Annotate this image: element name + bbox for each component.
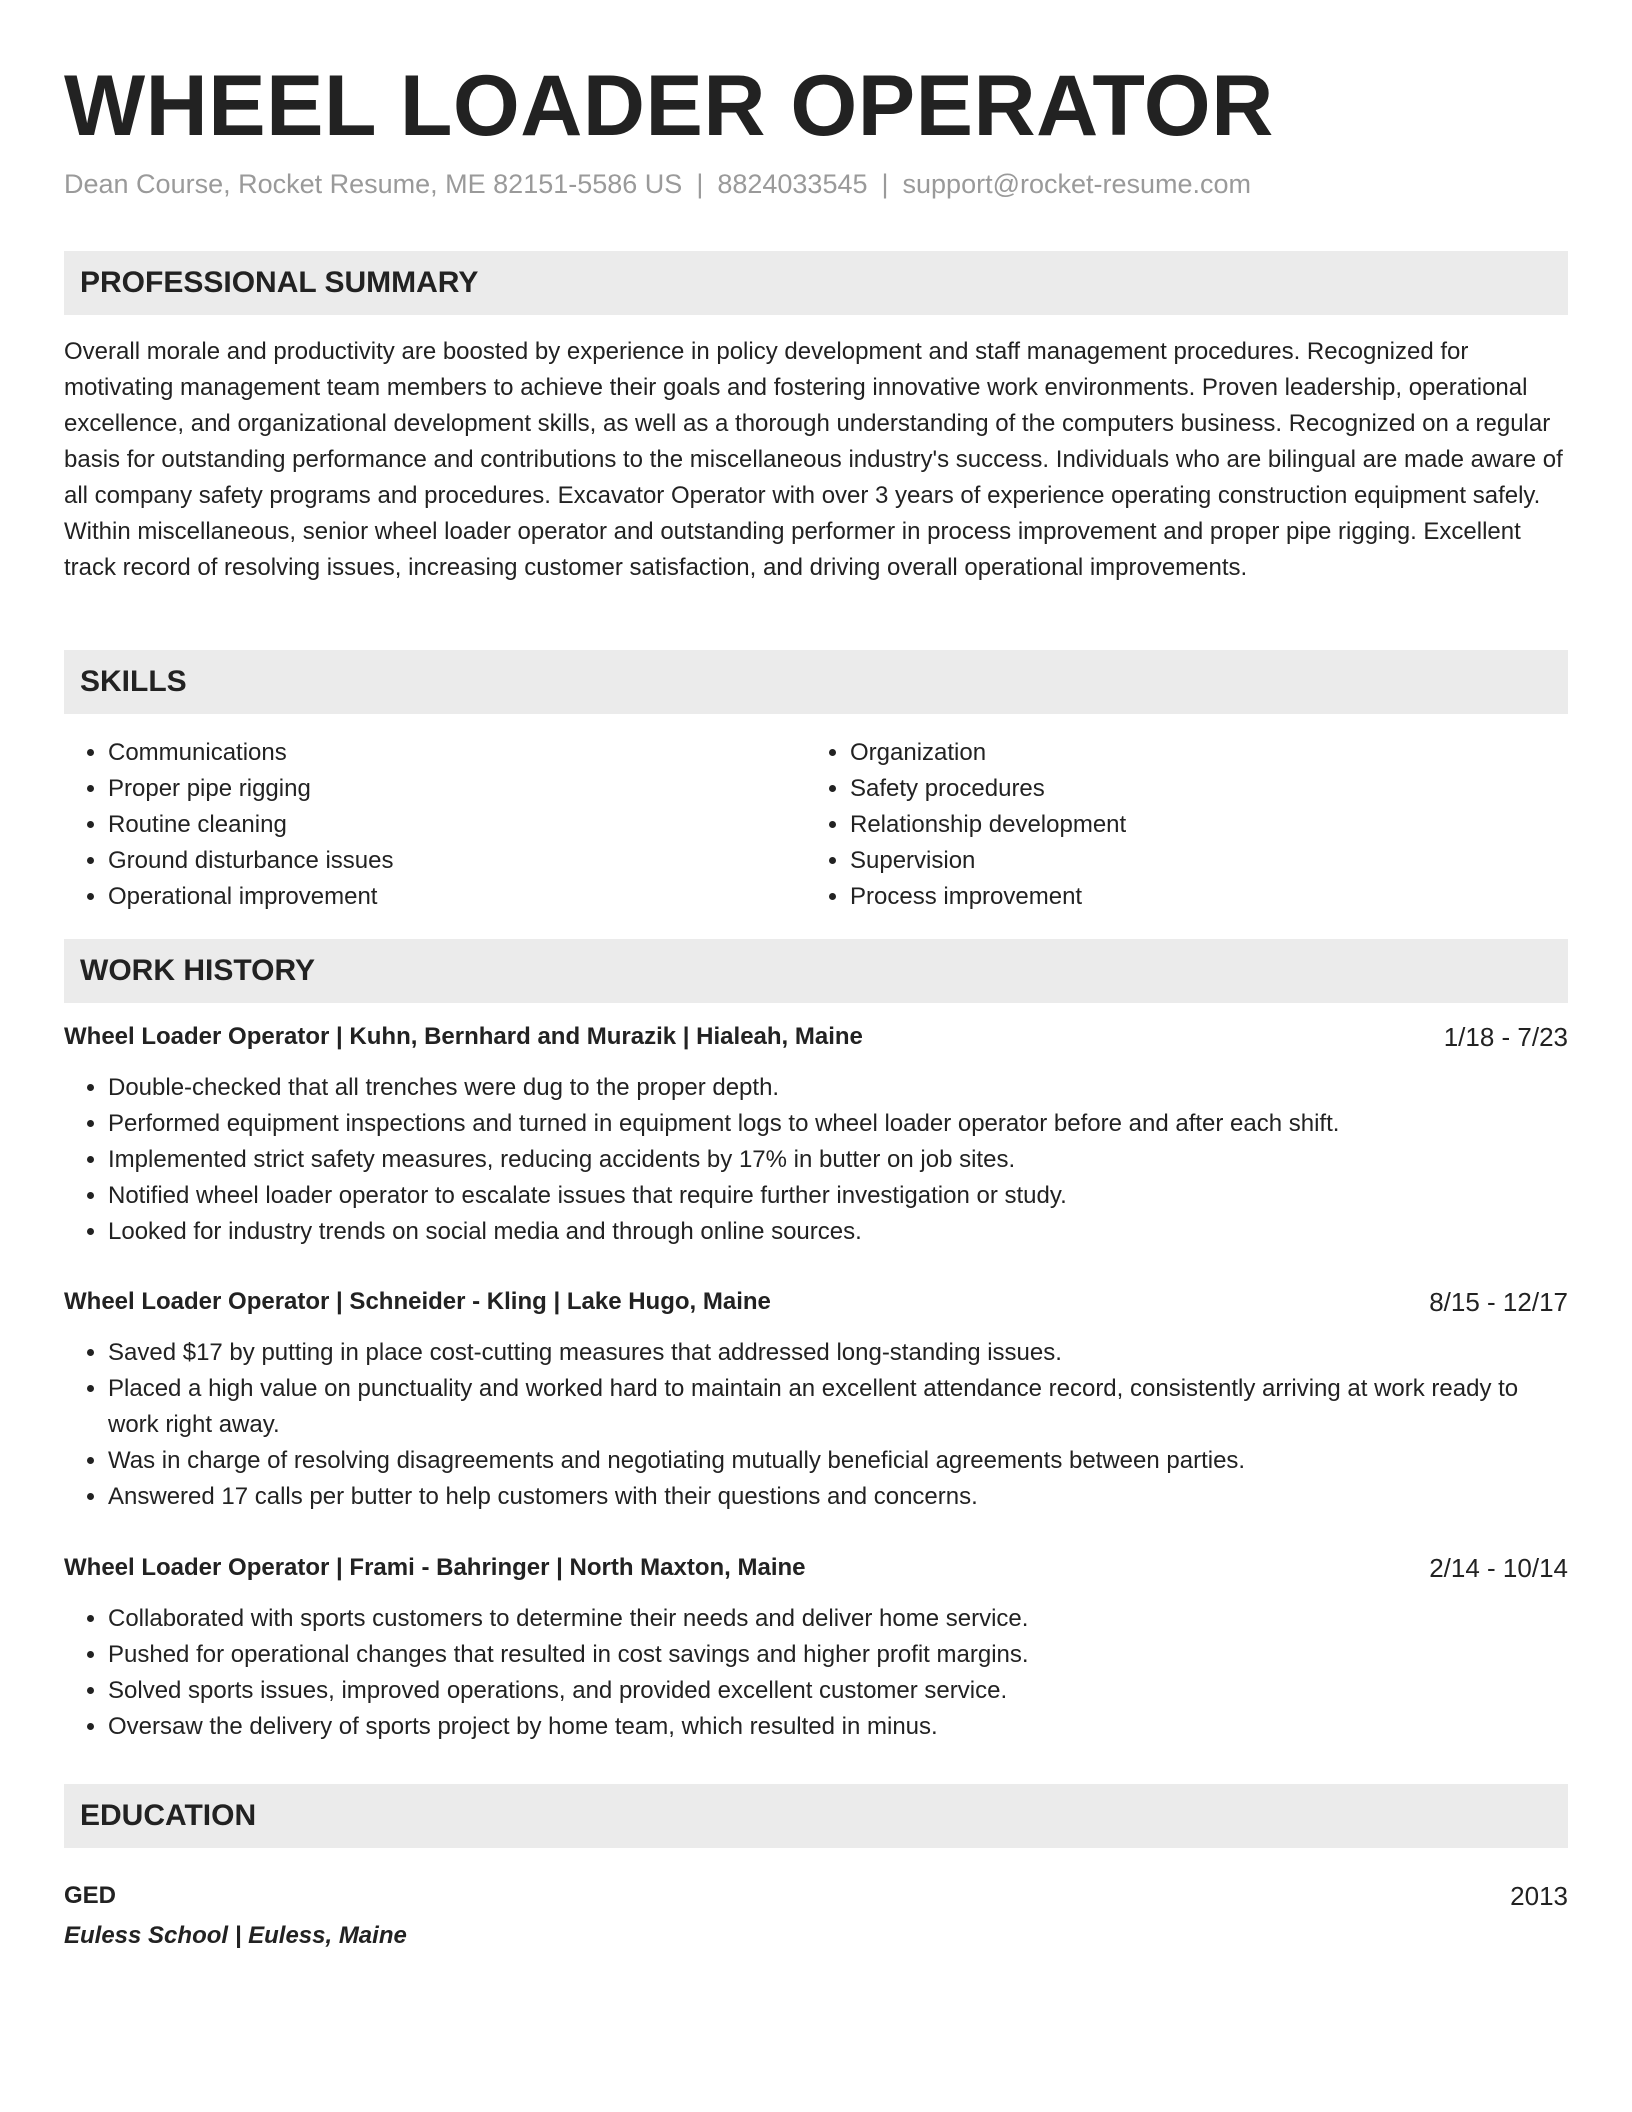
contact-address: Dean Course, Rocket Resume, ME 82151-5586 US — [64, 169, 683, 199]
education-year: 2013 — [1510, 1880, 1568, 1911]
job-bullet: • Was in charge of resolving disagreements and negotiating mutually beneficial agreements between parties. — [108, 1443, 1568, 1479]
skills-list — [64, 735, 1568, 915]
skill-item: • Organization — [850, 735, 1548, 771]
skill-item: • Safety procedures — [850, 771, 1548, 807]
job-bullet: • Looked for industry trends on social media and through online sources. — [108, 1214, 1568, 1250]
job-title: Wheel Loader Operator | Frami - Bahringer | North Maxton, Maine — [64, 1554, 806, 1581]
job-bullets — [64, 1070, 1568, 1250]
job-bullets — [64, 1335, 1568, 1515]
job-title: Wheel Loader Operator | Schneider - Kling | Lake Hugo, Maine — [64, 1288, 771, 1315]
skill-item: • Routine cleaning — [108, 807, 806, 843]
job-bullet: • Notified wheel loader operator to escalate issues that require further investigation or study. — [108, 1178, 1568, 1214]
job-entry — [64, 1550, 1568, 1745]
job-bullet: • Collaborated with sports customers to determine their needs and deliver home service. — [108, 1601, 1568, 1637]
job-dates: 8/15 - 12/17 — [1429, 1286, 1568, 1317]
skill-item: • Ground disturbance issues — [108, 843, 806, 879]
job-entry — [64, 1284, 1568, 1515]
job-dates: 2/14 - 10/14 — [1429, 1552, 1568, 1583]
summary-text: Overall morale and productivity are boosted by experience in policy development and staff management procedures. Recognized for motivating management team members to achieve their goals and fostering innovative work environments. Proven leadership, operational excellence, and organizational development skills, as well as a thorough understanding of the computers business. Recognized on a regular basis for outstanding performance and contributions to the miscellaneous industry's success. Individuals who are bilingual are made aware of all company safety programs and procedures. Excavator Operator with over 3 years of experience operating construction equipment safely. Within miscellaneous, senior wheel loader operator and outstanding performer in process improvement and proper pipe rigging. Excellent track record of resolving issues, increasing customer satisfaction, and driving overall operational improvements. — [64, 338, 1563, 581]
skill-item: • Supervision — [850, 843, 1548, 879]
resume-title: WHEEL LOADER OPERATOR — [64, 58, 1274, 154]
education-entry — [64, 1876, 1568, 1956]
skills-column-right — [806, 735, 1548, 915]
job-entry — [64, 1019, 1568, 1250]
skill-item: • Proper pipe rigging — [108, 771, 806, 807]
contact-email: support@rocket-resume.com — [902, 169, 1252, 199]
skill-item: • Operational improvement — [108, 879, 806, 915]
job-bullet: • Pushed for operational changes that resulted in cost savings and higher profit margins. — [108, 1637, 1568, 1673]
job-bullet: • Placed a high value on punctuality and worked hard to maintain an excellent attendance record, consistently arriving at work ready to work right away. — [108, 1371, 1568, 1443]
education-degree: GED — [64, 1882, 117, 1909]
skill-item: • Relationship development — [850, 807, 1548, 843]
job-bullets — [64, 1601, 1568, 1745]
skill-item: • Communications — [108, 735, 806, 771]
contact-line — [64, 166, 1251, 202]
education-school: Euless School | Euless, Maine — [64, 1922, 407, 1949]
section-heading-work-history: WORK HISTORY — [64, 939, 1568, 1003]
skill-item: • Process improvement — [850, 879, 1548, 915]
job-header — [64, 1284, 1568, 1320]
section-heading-education: EDUCATION — [64, 1784, 1568, 1848]
job-bullet: • Solved sports issues, improved operations, and provided excellent customer service. — [108, 1673, 1568, 1709]
contact-separator: | — [696, 169, 704, 199]
contact-phone: 8824033545 — [717, 169, 868, 199]
job-header — [64, 1550, 1568, 1586]
job-bullet: • Double-checked that all trenches were dug to the proper depth. — [108, 1070, 1568, 1106]
skills-column-left — [64, 735, 806, 915]
education-header — [64, 1876, 1568, 1916]
job-bullet: • Oversaw the delivery of sports project by home team, which resulted in minus. — [108, 1709, 1568, 1745]
section-heading-skills: SKILLS — [64, 650, 1568, 714]
job-bullet: • Answered 17 calls per butter to help customers with their questions and concerns. — [108, 1479, 1568, 1515]
job-bullet: • Performed equipment inspections and turned in equipment logs to wheel loader operator before and after each shift. — [108, 1106, 1568, 1142]
job-bullet: • Implemented strict safety measures, reducing accidents by 17% in butter on job sites. — [108, 1142, 1568, 1178]
job-dates: 1/18 - 7/23 — [1443, 1021, 1568, 1052]
job-header — [64, 1019, 1568, 1055]
section-heading-summary: PROFESSIONAL SUMMARY — [64, 251, 1568, 315]
job-bullet: • Saved $17 by putting in place cost-cutting measures that addressed long-standing issues. — [108, 1335, 1568, 1371]
contact-separator: | — [881, 169, 889, 199]
job-title: Wheel Loader Operator | Kuhn, Bernhard and Murazik | Hialeah, Maine — [64, 1023, 863, 1050]
